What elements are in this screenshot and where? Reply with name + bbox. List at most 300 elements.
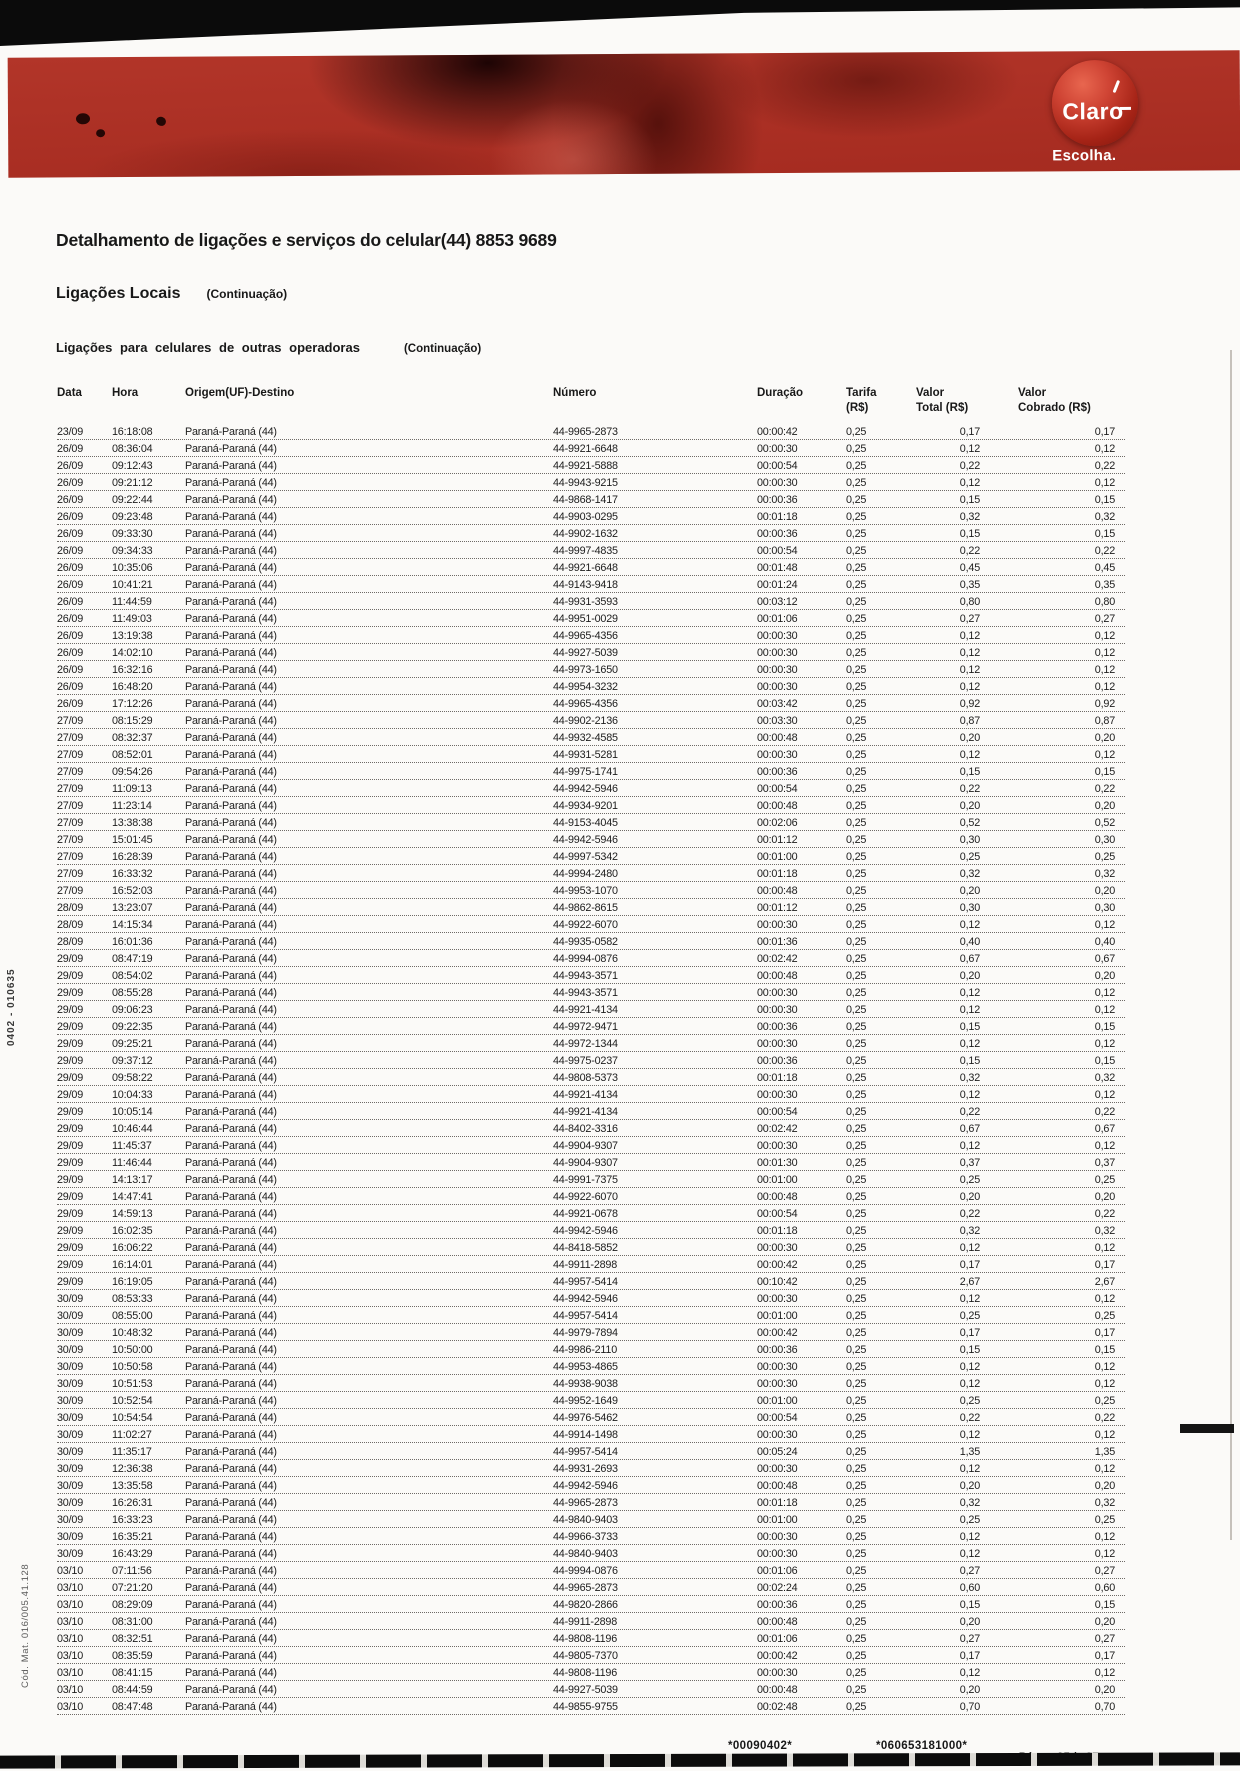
cell-numero: 44-9965-4356	[553, 630, 618, 642]
cell-valor-cobrado: 0,12	[1094, 1140, 1115, 1152]
cell-data: 03/10	[57, 1633, 84, 1645]
table-row	[0, 1393, 1240, 1410]
cell-valor-cobrado: 0,27	[1094, 613, 1115, 625]
table-row	[0, 1036, 1240, 1053]
dotted-leader	[57, 711, 1125, 712]
dotted-leader	[57, 983, 1125, 984]
table-row	[0, 730, 1240, 747]
cell-tarifa: 0,25	[846, 1378, 867, 1390]
cell-duracao: 00:03:42	[757, 698, 798, 710]
cell-duracao: 00:01:18	[757, 511, 798, 523]
cell-origem: Paraná-Paraná (44)	[185, 630, 277, 642]
cell-data: 03/10	[57, 1684, 84, 1696]
dotted-leader	[57, 1544, 1125, 1545]
cell-data: 03/10	[57, 1701, 84, 1713]
cell-tarifa: 0,25	[846, 1650, 867, 1662]
cell-hora: 10:05:14	[112, 1106, 153, 1118]
table-row	[0, 1172, 1240, 1189]
cell-numero: 44-9921-6648	[553, 443, 618, 455]
cell-data: 26/09	[57, 698, 84, 710]
cell-duracao: 00:00:36	[757, 766, 798, 778]
cell-data: 26/09	[57, 477, 84, 489]
cell-origem: Paraná-Paraná (44)	[185, 1361, 277, 1373]
cell-hora: 09:54:26	[112, 766, 153, 778]
cell-origem: Paraná-Paraná (44)	[185, 970, 277, 982]
cell-tarifa: 0,25	[846, 817, 867, 829]
col-header-origem: Origem(UF)-Destino	[185, 387, 295, 399]
table-row	[0, 679, 1240, 696]
cell-tarifa: 0,25	[846, 681, 867, 693]
cell-valor-total: 0,12	[959, 647, 980, 659]
cell-numero: 44-9957-5414	[553, 1276, 618, 1288]
cell-data: 26/09	[57, 528, 84, 540]
table-row	[0, 662, 1240, 679]
dotted-leader	[57, 745, 1125, 746]
table-row	[0, 1087, 1240, 1104]
table-row	[0, 1478, 1240, 1495]
table-row	[0, 628, 1240, 645]
cell-numero: 44-9965-2873	[553, 426, 618, 438]
cell-duracao: 00:00:48	[757, 732, 798, 744]
cell-tarifa: 0,25	[846, 766, 867, 778]
cell-tarifa: 0,25	[846, 1106, 867, 1118]
cell-data: 30/09	[57, 1463, 84, 1475]
cell-data: 03/10	[57, 1616, 84, 1628]
cell-valor-cobrado: 0,87	[1094, 715, 1115, 727]
cell-valor-cobrado: 0,12	[1094, 1378, 1115, 1390]
cell-data: 29/09	[57, 1021, 84, 1033]
cell-valor-total: 0,20	[959, 800, 980, 812]
cell-valor-total: 0,17	[959, 1259, 980, 1271]
cell-origem: Paraná-Paraná (44)	[185, 919, 277, 931]
cell-data: 30/09	[57, 1531, 84, 1543]
cell-hora: 09:12:43	[112, 460, 153, 472]
cell-origem: Paraná-Paraná (44)	[185, 800, 277, 812]
table-row	[0, 968, 1240, 985]
cell-tarifa: 0,25	[846, 1616, 867, 1628]
cell-origem: Paraná-Paraná (44)	[185, 1463, 277, 1475]
cell-valor-total: 0,25	[959, 1174, 980, 1186]
cell-valor-total: 0,12	[959, 919, 980, 931]
cell-valor-cobrado: 0,12	[1094, 1667, 1115, 1679]
cell-valor-cobrado: 0,12	[1094, 477, 1115, 489]
cell-data: 26/09	[57, 545, 84, 557]
cell-tarifa: 0,25	[846, 1089, 867, 1101]
cell-origem: Paraná-Paraná (44)	[185, 1650, 277, 1662]
cell-hora: 08:54:02	[112, 970, 153, 982]
cell-hora: 08:32:51	[112, 1633, 153, 1645]
dotted-leader	[57, 1272, 1125, 1273]
cell-hora: 08:53:33	[112, 1293, 153, 1305]
cell-valor-cobrado: 0,22	[1094, 783, 1115, 795]
cell-numero: 44-9942-5946	[553, 1293, 618, 1305]
cell-hora: 09:21:12	[112, 477, 153, 489]
cell-hora: 08:47:48	[112, 1701, 153, 1713]
cell-numero: 44-9953-4865	[553, 1361, 618, 1373]
cell-tarifa: 0,25	[846, 477, 867, 489]
cell-valor-cobrado: 0,30	[1094, 902, 1115, 914]
table-row	[0, 883, 1240, 900]
cell-numero: 44-9922-6070	[553, 1191, 618, 1203]
cell-duracao: 00:00:48	[757, 1616, 798, 1628]
cell-tarifa: 0,25	[846, 1599, 867, 1611]
cell-hora: 11:44:59	[112, 596, 152, 608]
dotted-leader	[57, 1306, 1125, 1307]
cell-valor-total: 0,20	[959, 885, 980, 897]
cell-valor-total: 0,25	[959, 1395, 980, 1407]
cell-hora: 07:21:20	[112, 1582, 153, 1594]
cell-valor-cobrado: 0,12	[1094, 1361, 1115, 1373]
cell-valor-cobrado: 0,12	[1094, 664, 1115, 676]
section-title: Ligações Locais	[56, 285, 181, 302]
cell-origem: Paraná-Paraná (44)	[185, 1208, 277, 1220]
cell-valor-cobrado: 0,12	[1094, 1429, 1115, 1441]
dotted-leader	[57, 1663, 1125, 1664]
cell-numero: 44-9966-3733	[553, 1531, 618, 1543]
cell-valor-cobrado: 0,20	[1094, 1616, 1115, 1628]
cell-duracao: 00:00:30	[757, 1548, 798, 1560]
cell-duracao: 00:00:30	[757, 749, 798, 761]
cell-duracao: 00:01:06	[757, 1633, 798, 1645]
table-row	[0, 1138, 1240, 1155]
cell-tarifa: 0,25	[846, 1055, 867, 1067]
cell-hora: 08:35:59	[112, 1650, 153, 1662]
cell-duracao: 00:00:30	[757, 1361, 798, 1373]
cell-data: 29/09	[57, 1055, 84, 1067]
cell-data: 27/09	[57, 834, 84, 846]
cell-hora: 17:12:26	[112, 698, 153, 710]
cell-hora: 08:44:59	[112, 1684, 153, 1696]
cell-tarifa: 0,25	[846, 885, 867, 897]
cell-data: 27/09	[57, 851, 84, 863]
cell-numero: 44-9953-1070	[553, 885, 618, 897]
dotted-leader	[57, 1357, 1125, 1358]
dotted-leader	[57, 1629, 1125, 1630]
dotted-leader	[57, 864, 1125, 865]
dotted-leader	[57, 1034, 1125, 1035]
cell-hora: 10:54:54	[112, 1412, 153, 1424]
cell-duracao: 00:02:24	[757, 1582, 798, 1594]
cell-data: 29/09	[57, 1225, 84, 1237]
cell-valor-total: 0,15	[959, 1599, 980, 1611]
cell-data: 29/09	[57, 987, 84, 999]
cell-tarifa: 0,25	[846, 460, 867, 472]
cell-tarifa: 0,25	[846, 1276, 867, 1288]
cell-hora: 11:45:37	[112, 1140, 152, 1152]
cell-numero: 44-9973-1650	[553, 664, 618, 676]
cell-valor-cobrado: 0,52	[1094, 817, 1115, 829]
cell-duracao: 00:00:30	[757, 1038, 798, 1050]
cell-duracao: 00:10:42	[757, 1276, 798, 1288]
scan-speck	[155, 115, 168, 127]
cell-hora: 08:52:01	[112, 749, 153, 761]
cell-duracao: 00:00:54	[757, 1106, 798, 1118]
cell-tarifa: 0,25	[846, 936, 867, 948]
cell-tarifa: 0,25	[846, 1514, 867, 1526]
cell-valor-cobrado: 0,12	[1094, 1242, 1115, 1254]
dotted-leader	[57, 1697, 1125, 1698]
table-row	[0, 832, 1240, 849]
cell-valor-cobrado: 0,17	[1094, 1259, 1115, 1271]
cell-duracao: 00:01:06	[757, 1565, 798, 1577]
cell-valor-cobrado: 0,27	[1094, 1565, 1115, 1577]
cell-numero: 44-9991-7375	[553, 1174, 618, 1186]
cell-tarifa: 0,25	[846, 1684, 867, 1696]
cell-valor-total: 0,20	[959, 1616, 980, 1628]
cell-valor-cobrado: 0,22	[1094, 545, 1115, 557]
cell-valor-total: 0,32	[959, 868, 980, 880]
cell-numero: 44-9855-9755	[553, 1701, 618, 1713]
dotted-leader	[57, 1476, 1125, 1477]
table-row	[0, 1189, 1240, 1206]
dotted-leader	[57, 881, 1125, 882]
cell-tarifa: 0,25	[846, 647, 867, 659]
dotted-leader	[57, 1408, 1125, 1409]
cell-valor-total: 0,12	[959, 1242, 980, 1254]
cell-valor-total: 0,30	[959, 834, 980, 846]
table-row	[0, 1206, 1240, 1223]
cell-duracao: 00:00:36	[757, 494, 798, 506]
cell-numero: 44-9972-9471	[553, 1021, 618, 1033]
table-row	[0, 798, 1240, 815]
table-row	[0, 594, 1240, 611]
cell-valor-total: 0,12	[959, 1038, 980, 1050]
cell-numero: 44-8402-3316	[553, 1123, 618, 1135]
cell-tarifa: 0,25	[846, 511, 867, 523]
cell-valor-cobrado: 0,12	[1094, 919, 1115, 931]
cell-origem: Paraná-Paraná (44)	[185, 613, 277, 625]
cell-numero: 44-9997-4835	[553, 545, 618, 557]
cell-origem: Paraná-Paraná (44)	[185, 902, 277, 914]
cell-origem: Paraná-Paraná (44)	[185, 426, 277, 438]
cell-data: 28/09	[57, 919, 84, 931]
cell-numero: 44-9943-9215	[553, 477, 618, 489]
cell-origem: Paraná-Paraná (44)	[185, 647, 277, 659]
cell-origem: Paraná-Paraná (44)	[185, 477, 277, 489]
cell-data: 26/09	[57, 681, 84, 693]
cell-valor-cobrado: 0,17	[1094, 426, 1115, 438]
scan-speck	[76, 113, 90, 124]
cell-valor-cobrado: 0,12	[1094, 1089, 1115, 1101]
cell-hora: 08:41:15	[112, 1667, 153, 1679]
cell-data: 26/09	[57, 579, 84, 591]
cell-hora: 09:23:48	[112, 511, 153, 523]
col-header-valor-total: Valor Total (R$)	[916, 387, 969, 414]
table-row	[0, 951, 1240, 968]
dotted-leader	[57, 643, 1125, 644]
cell-valor-total: 0,15	[959, 494, 980, 506]
cell-valor-cobrado: 0,12	[1094, 1548, 1115, 1560]
table-row	[0, 900, 1240, 917]
table-row	[0, 458, 1240, 475]
cell-valor-cobrado: 0,12	[1094, 1038, 1115, 1050]
dotted-leader	[57, 1646, 1125, 1647]
vertical-code-bottom: Cód. Mat. 016/005.41.128	[20, 1563, 31, 1688]
table-row	[0, 1376, 1240, 1393]
table-row	[0, 866, 1240, 883]
cell-origem: Paraná-Paraná (44)	[185, 494, 277, 506]
cell-valor-total: 0,25	[959, 1310, 980, 1322]
cell-origem: Paraná-Paraná (44)	[185, 1667, 277, 1679]
cell-valor-total: 0,12	[959, 477, 980, 489]
cell-hora: 14:59:13	[112, 1208, 153, 1220]
cell-valor-total: 0,20	[959, 970, 980, 982]
table-row	[0, 747, 1240, 764]
cell-hora: 09:22:35	[112, 1021, 153, 1033]
cell-duracao: 00:01:00	[757, 1310, 798, 1322]
cell-hora: 13:23:07	[112, 902, 153, 914]
table-row	[0, 1325, 1240, 1342]
cell-valor-cobrado: 0,25	[1094, 1395, 1115, 1407]
cell-tarifa: 0,25	[846, 1021, 867, 1033]
cell-hora: 11:35:17	[112, 1446, 152, 1458]
cell-origem: Paraná-Paraná (44)	[185, 1344, 277, 1356]
cell-data: 26/09	[57, 460, 84, 472]
cell-valor-total: 0,12	[959, 1140, 980, 1152]
cell-duracao: 00:00:54	[757, 1412, 798, 1424]
table-row	[0, 696, 1240, 713]
dotted-leader	[57, 524, 1125, 525]
cell-numero: 44-9986-2110	[553, 1344, 618, 1356]
cell-duracao: 00:00:36	[757, 1055, 798, 1067]
call-table-body	[0, 424, 1240, 1716]
table-row	[0, 1223, 1240, 1240]
cell-hora: 09:06:23	[112, 1004, 153, 1016]
cell-hora: 08:15:29	[112, 715, 153, 727]
cell-numero: 44-9942-5946	[553, 1225, 618, 1237]
cell-hora: 16:33:32	[112, 868, 153, 880]
cell-origem: Paraná-Paraná (44)	[185, 1191, 277, 1203]
cell-duracao: 00:00:42	[757, 1327, 798, 1339]
cell-tarifa: 0,25	[846, 1259, 867, 1271]
table-row	[0, 1699, 1240, 1716]
cell-data: 28/09	[57, 902, 84, 914]
cell-valor-cobrado: 1,35	[1094, 1446, 1115, 1458]
dotted-leader	[57, 575, 1125, 576]
cell-duracao: 00:00:36	[757, 1599, 798, 1611]
cell-tarifa: 0,25	[846, 1361, 867, 1373]
cell-valor-cobrado: 0,20	[1094, 885, 1115, 897]
cell-tarifa: 0,25	[846, 1395, 867, 1407]
cell-hora: 14:02:10	[112, 647, 153, 659]
cell-hora: 10:50:58	[112, 1361, 153, 1373]
dotted-leader	[57, 915, 1125, 916]
cell-valor-cobrado: 0,32	[1094, 1225, 1115, 1237]
cell-origem: Paraná-Paraná (44)	[185, 1599, 277, 1611]
cell-tarifa: 0,25	[846, 1344, 867, 1356]
cell-hora: 13:19:38	[112, 630, 153, 642]
col-header-duracao: Duração	[757, 387, 804, 399]
cell-hora: 10:51:53	[112, 1378, 153, 1390]
cell-valor-total: 0,12	[959, 749, 980, 761]
cell-duracao: 00:00:48	[757, 1480, 798, 1492]
dotted-leader	[57, 847, 1125, 848]
cell-tarifa: 0,25	[846, 630, 867, 642]
cell-valor-total: 0,15	[959, 766, 980, 778]
cell-origem: Paraná-Paraná (44)	[185, 1327, 277, 1339]
cell-data: 27/09	[57, 766, 84, 778]
cell-data: 26/09	[57, 630, 84, 642]
cell-duracao: 00:02:42	[757, 1123, 798, 1135]
cell-numero: 44-9921-4134	[553, 1004, 618, 1016]
dotted-leader	[57, 1289, 1125, 1290]
cell-numero: 44-9902-1632	[553, 528, 618, 540]
table-row	[0, 849, 1240, 866]
cell-tarifa: 0,25	[846, 1446, 867, 1458]
cell-hora: 08:55:00	[112, 1310, 153, 1322]
col-header-numero: Número	[553, 387, 597, 399]
table-row	[0, 1257, 1240, 1274]
cell-valor-cobrado: 0,12	[1094, 749, 1115, 761]
cell-numero: 44-9805-7370	[553, 1650, 618, 1662]
dotted-leader	[57, 473, 1125, 474]
cell-numero: 44-9868-1417	[553, 494, 618, 506]
cell-valor-total: 0,45	[959, 562, 980, 574]
section-continuation: (Continuação)	[206, 287, 288, 301]
cell-hora: 09:22:44	[112, 494, 153, 506]
cell-valor-cobrado: 0,37	[1094, 1157, 1115, 1169]
cell-hora: 09:25:21	[112, 1038, 153, 1050]
cell-hora: 16:06:22	[112, 1242, 153, 1254]
cell-valor-total: 0,12	[959, 1089, 980, 1101]
footer-code-right: *060653181000*	[876, 1740, 968, 1752]
dotted-leader	[57, 1425, 1125, 1426]
cell-valor-total: 0,20	[959, 1480, 980, 1492]
cell-numero: 44-9994-0876	[553, 953, 618, 965]
cell-tarifa: 0,25	[846, 715, 867, 727]
cell-valor-total: 0,60	[959, 1582, 980, 1594]
cell-duracao: 00:00:54	[757, 783, 798, 795]
cell-data: 23/09	[57, 426, 84, 438]
cell-origem: Paraná-Paraná (44)	[185, 1174, 277, 1186]
cell-hora: 16:52:03	[112, 885, 153, 897]
banner-tagline: Escolha.	[1052, 146, 1117, 165]
table-row	[0, 509, 1240, 526]
cell-duracao: 00:00:30	[757, 1293, 798, 1305]
cell-valor-total: 0,30	[959, 902, 980, 914]
cell-hora: 10:46:44	[112, 1123, 153, 1135]
cell-origem: Paraná-Paraná (44)	[185, 1038, 277, 1050]
cell-valor-total: 0,20	[959, 732, 980, 744]
table-row	[0, 1580, 1240, 1597]
cell-hora: 16:48:20	[112, 681, 153, 693]
dotted-leader	[57, 626, 1125, 627]
cell-numero: 44-9931-3593	[553, 596, 618, 608]
cell-valor-cobrado: 0,12	[1094, 1463, 1115, 1475]
cell-origem: Paraná-Paraná (44)	[185, 1446, 277, 1458]
cell-numero: 44-9904-9307	[553, 1140, 618, 1152]
claro-logo-text: Claro	[1062, 97, 1124, 125]
cell-valor-total: 0,22	[959, 545, 980, 557]
dotted-leader	[57, 1255, 1125, 1256]
dotted-leader	[57, 932, 1125, 933]
cell-duracao: 00:03:12	[757, 596, 798, 608]
cell-data: 29/09	[57, 1157, 84, 1169]
cell-hora: 14:13:17	[112, 1174, 153, 1186]
cell-valor-cobrado: 2,67	[1094, 1276, 1115, 1288]
cell-tarifa: 0,25	[846, 1531, 867, 1543]
table-row	[0, 985, 1240, 1002]
page-title: Detalhamento de ligações e serviços do celular(44) 8853 9689	[56, 230, 557, 250]
cell-hora: 11:02:27	[112, 1429, 152, 1441]
cell-valor-cobrado: 0,92	[1094, 698, 1115, 710]
dotted-leader	[57, 1238, 1125, 1239]
cell-valor-cobrado: 0,20	[1094, 1684, 1115, 1696]
dotted-leader	[57, 1119, 1125, 1120]
table-row	[0, 1597, 1240, 1614]
table-row	[0, 1240, 1240, 1257]
cell-origem: Paraná-Paraná (44)	[185, 1123, 277, 1135]
